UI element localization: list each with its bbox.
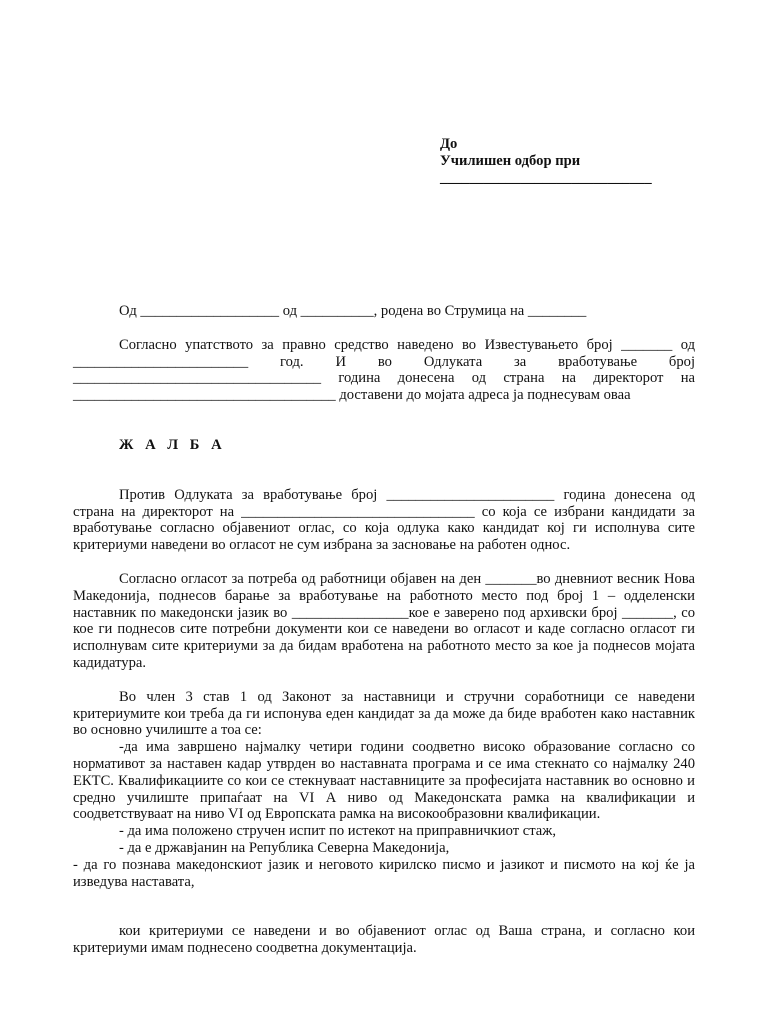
addressee-to: До [440,136,458,152]
criterion-education: -да има завршено најмалку четири години соодветно високо образование согласно со нормативот за наставен кадар утврден во наставната програма и се има стекнато со најмалку 240 ЕКТС. Квалификациите со кои се стекнуваат наставниците за професијата наставник во основно и средно училиште припаѓаат на VI А ниво од Македонската рамка на квалификации и соодветствуваат на ниво VI од Европската рамка на високообразовни квалификации. [73,739,695,823]
criterion-exam: - да има положено стручен испит по истекот на приправничкиот стаж, [119,823,556,840]
paragraph-instructions: Согласно упатството за правно средство наведено во Известувањето број _______ од ________________________ год. И во Одлуката за вработување број __________________________________ година донесена од страна на директорот на ____________________________________ доставени до мојата адреса ја поднесувам оваа [73,336,695,404]
document-body [73,303,695,957]
paragraph-criteria-documentation: кои критериуми се наведени и во објавениот оглас од Ваша страна, и согласно кои критериуми имам поднесено соодветна документација. [73,923,695,957]
criterion-language: - да го познава македонскиот јазик и неговото кирилско писмо и јазикот и писмото на кој ќе ја изведува наставата, [73,856,695,890]
addressee-blank-line: _____________________________ [440,170,652,186]
paragraph-application: Согласно огласот за потреба од работници објавен на ден _______во дневниот весник Нова Македонија, поднесов барање за вработување на работното место под број 1 – одделенски наставник по македонски јазик во ________________кое е заверено под архивски број _______, со кое ги поднесов сите потребни документи кои се наведени во огласот и каде согласно огласот ги исполнувам сите критериуми за да бидам вработена на работното место за кое ја поднесов мојата кадидатура. [73,570,695,671]
addressee-block [440,136,660,187]
intro-line: Од ___________________ од __________, родена во Струмица на ________ [119,303,587,319]
paragraph-against-decision: Против Одлуката за вработување број _______________________ година донесена од страна на директорот на ________________________________ со која се избрани кандидати за вработување согласно објавениот оглас, со која одлука како кандидат кој ги исполнува сите критериуми наведени во огласот не сум избрана за засновање на работен однос. [73,486,695,554]
criterion-citizenship: - да е државјанин на Република Северна Македонија, [119,839,450,856]
document-title: Ж А Л Б А [119,436,226,453]
paragraph-law-article: Во член 3 став 1 од Законот за наставници и стручни соработници се наведени критериумите кои треба да ги испонува еден кандидат за да може да биде вработен како наставник во основно училиште а тоа се: [73,688,695,739]
addressee-school-board: Училишен одбор при [440,153,581,169]
